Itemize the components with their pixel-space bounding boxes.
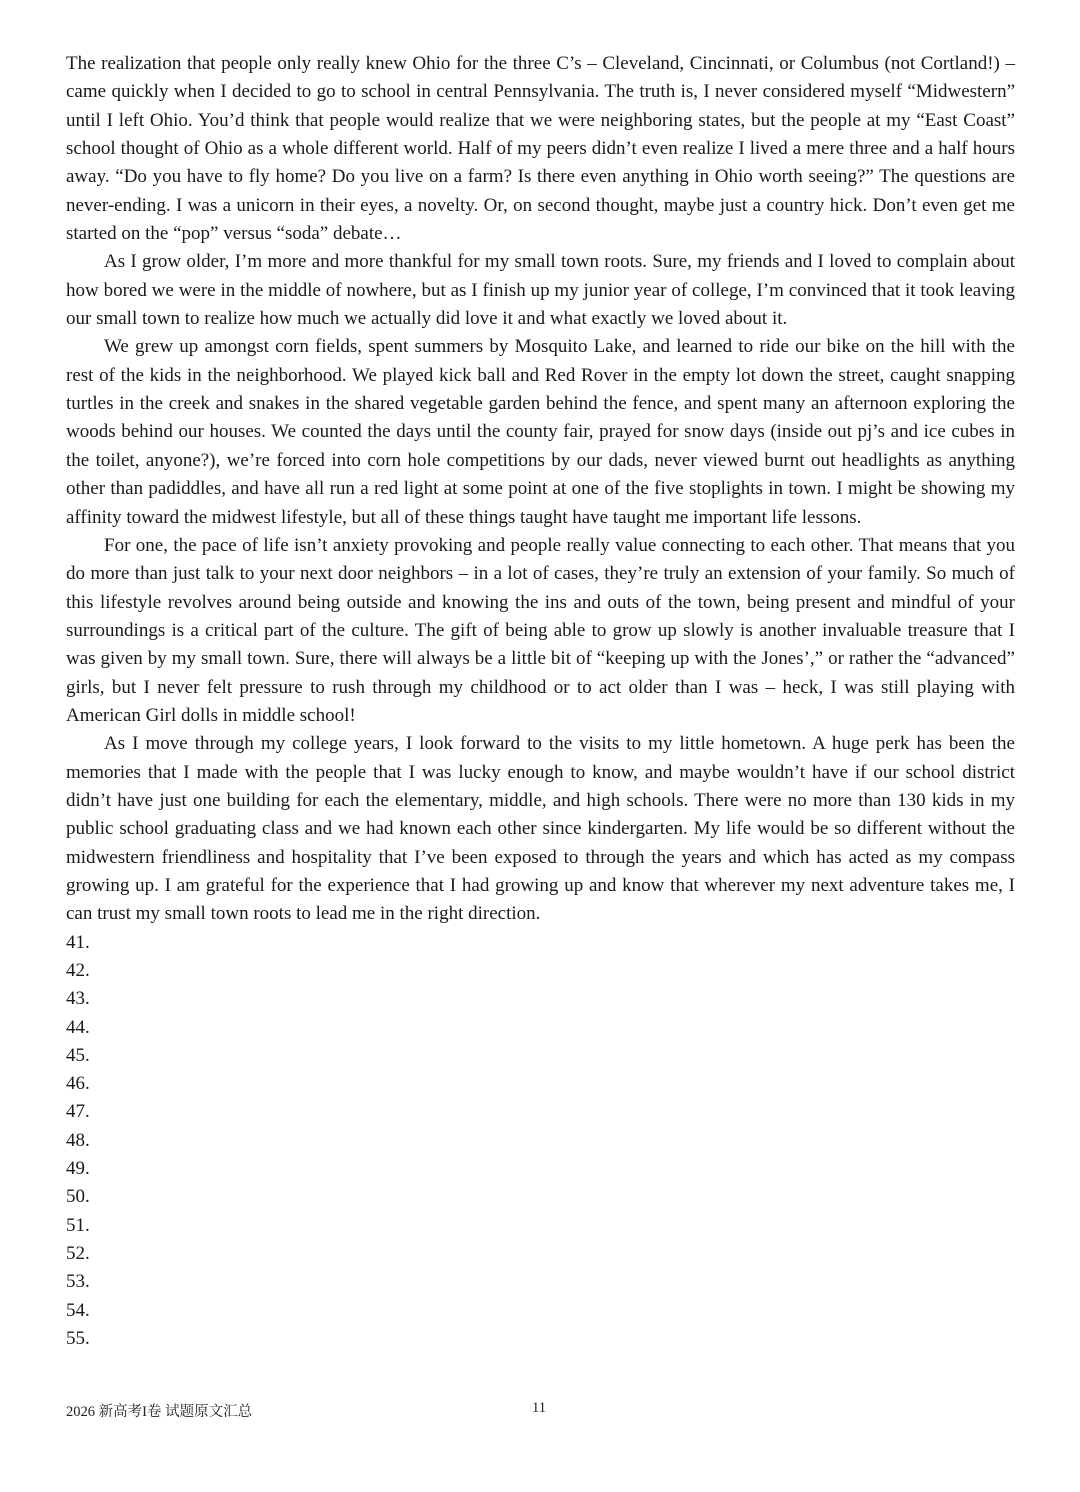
- passage-paragraph-4: For one, the pace of life isn’t anxiety provoking and people really value connecting to each other. That means that you do more than just talk to your next door neighbors – in a lot of cases, they’re truly an extension of your family. So much of this lifestyle revolves around being outside and knowing the ins and outs of the town, being present and mindful of your surroundings is a critical part of the culture. The gift of being able to grow up slowly is another invaluable treasure that I was given by my small town. Sure, there will always be a little bit of “keeping up with the Jones’,” or rather the “advanced” girls, but I never felt pressure to rush through my childhood or to act older than I was – heck, I was still playing with American Girl dolls in middle school!: [66, 534, 1015, 726]
- document-page: [66, 50, 1015, 1353]
- page-footer: [66, 1400, 1015, 1422]
- passage-paragraph-1: The realization that people only really knew Ohio for the three C’s – Cleveland, Cincinnati, or Columbus (not Cortland!) – came quickly when I decided to go to school in central Pennsylvania. The truth is, I never considered myself “Midwestern” until I left Ohio. You’d think that people would realize that we were neighboring states, but the people at my “East Coast” school thought of Ohio as a whole different world. Half of my peers didn’t even realize I lived a mere three and a half hours away. “Do you have to fly home? Do you live on a farm? Is there even anything in Ohio worth seeing?” The questions are never-ending. I was a unicorn in their eyes, a novelty. Or, on second thought, maybe just a country hick. Don’t even get me started on the “pop” versus “soda” debate…: [66, 53, 1015, 245]
- answer-line-45: 45.: [66, 1044, 90, 1066]
- answer-line-43: 43.: [66, 988, 90, 1010]
- answer-line-44: 44.: [66, 1016, 90, 1038]
- answer-line-48: 48.: [66, 1129, 90, 1151]
- page-number: 11: [532, 1400, 546, 1416]
- answer-line-49: 49.: [66, 1158, 90, 1180]
- passage: [66, 50, 1015, 929]
- answer-line-51: 51.: [66, 1214, 90, 1236]
- passage-paragraph-5: As I move through my college years, I look forward to the visits to my little hometown. A huge perk has been the memories that I made with the people that I was lucky enough to know, and maybe wouldn’t have if our school district didn’t have just one building for each the elementary, middle, and high schools. There were no more than 130 kids in my public school graduating class and we had known each other since kindergarten. My life would be so different without the midwestern friendliness and hospitality that I’ve been exposed to through the years and which has acted as my compass growing up. I am grateful for the experience that I had growing up and know that wherever my next adventure takes me, I can trust my small town roots to lead me in the right direction.: [66, 733, 1015, 925]
- answer-line-52: 52.: [66, 1242, 90, 1264]
- answer-line-55: 55.: [66, 1327, 90, 1349]
- answer-line-41: 41.: [66, 931, 90, 953]
- answer-line-list: [66, 929, 1015, 1353]
- footer-source-label: 2026 新高考I卷 试题原文汇总: [66, 1404, 253, 1420]
- answer-line-42: 42.: [66, 959, 90, 981]
- answer-line-50: 50.: [66, 1186, 90, 1208]
- answer-line-53: 53.: [66, 1271, 90, 1293]
- answer-line-54: 54.: [66, 1299, 90, 1321]
- answer-line-47: 47.: [66, 1101, 90, 1123]
- passage-paragraph-2: As I grow older, I’m more and more thankful for my small town roots. Sure, my friends and I loved to complain about how bored we were in the middle of nowhere, but as I finish up my junior year of college, I’m convinced that it took leaving our small town to realize how much we actually did love it and what exactly we loved about it.: [66, 251, 1015, 330]
- answer-line-46: 46.: [66, 1073, 90, 1095]
- passage-paragraph-3: We grew up amongst corn fields, spent summers by Mosquito Lake, and learned to ride our bike on the hill with the rest of the kids in the neighborhood. We played kick ball and Red Rover in the empty lot down the street, caught snapping turtles in the creek and snakes in the shared vegetable garden behind the fence, and spent many an afternoon exploring the woods behind our houses. We counted the days until the county fair, prayed for snow days (inside out pj’s and ice cubes in the toilet, anyone?), we’re forced into corn hole competitions by our dads, never viewed burnt out headlights as anything other than padiddles, and have all run a red light at some point at one of the five stoplights in town. I might be showing my affinity toward the midwest lifestyle, but all of these things taught have taught me important life lessons.: [66, 336, 1015, 528]
